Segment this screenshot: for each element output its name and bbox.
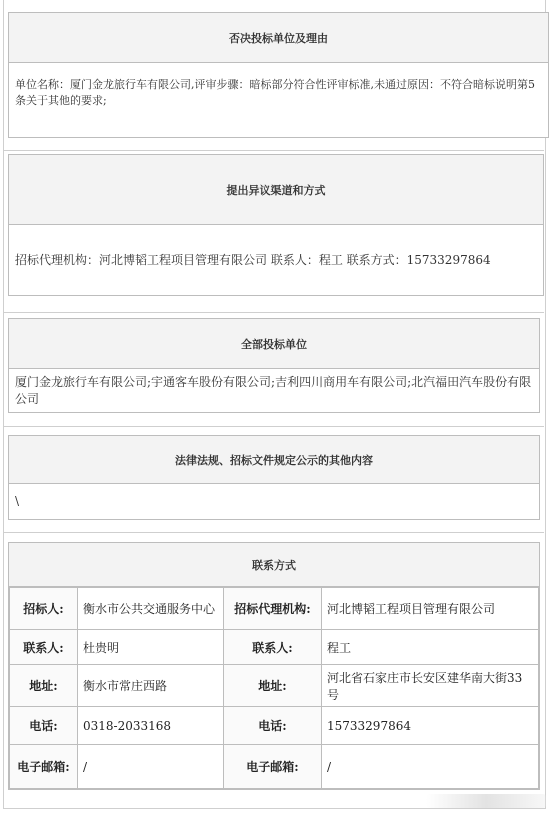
divider	[3, 312, 544, 313]
objection-title: 提出异议渠道和方式	[9, 155, 543, 225]
contact-person-value: 杜贵明	[78, 630, 224, 665]
agency-contact-value: 程工	[322, 630, 539, 665]
reject-section	[8, 12, 549, 138]
other-title: 法律法规、招标文件规定公示的其他内容	[9, 436, 539, 484]
table-row	[10, 745, 539, 789]
contact-table	[9, 587, 539, 789]
contact-person-label: 联系人:	[10, 630, 78, 665]
agency-contact-label: 联系人:	[224, 630, 322, 665]
agency-email-value: /	[322, 745, 539, 789]
other-section	[8, 435, 540, 520]
objection-body: 招标代理机构：河北博韬工程项目管理有限公司 联系人：程工 联系方式：15733297864	[15, 253, 491, 267]
address-label: 地址:	[10, 665, 78, 707]
table-row	[10, 665, 539, 707]
phone-value: 0318-2033168	[78, 707, 224, 745]
agency-phone-label: 电话:	[224, 707, 322, 745]
address-value: 衡水市常庄西路	[78, 665, 224, 707]
reject-title: 否决投标单位及理由	[9, 13, 548, 63]
reject-body: 单位名称：厦门金龙旅行车有限公司,评审步骤：暗标部分符合性评审标准,未通过原因：不符合暗标说明第5条关于其他的要求;	[15, 78, 535, 107]
phone-label: 电话:	[10, 707, 78, 745]
tenderer-label: 招标人:	[10, 588, 78, 630]
objection-section	[8, 154, 544, 296]
email-label: 电子邮箱:	[10, 745, 78, 789]
email-value: /	[78, 745, 224, 789]
divider	[3, 532, 544, 533]
watermark	[426, 794, 546, 808]
divider	[3, 150, 544, 151]
agency-label: 招标代理机构:	[224, 588, 322, 630]
table-row	[10, 630, 539, 665]
bidders-section	[8, 318, 540, 413]
bidders-body: 厦门金龙旅行车有限公司;宇通客车股份有限公司;吉利四川商用车有限公司;北汽福田汽车股份有限公司	[15, 375, 532, 406]
table-row	[10, 588, 539, 630]
agency-phone-value: 15733297864	[322, 707, 539, 745]
tenderer-value: 衡水市公共交通服务中心	[78, 588, 224, 630]
agency-email-label: 电子邮箱:	[224, 745, 322, 789]
agency-value: 河北博韬工程项目管理有限公司	[322, 588, 539, 630]
bidders-title: 全部投标单位	[9, 319, 539, 369]
divider	[3, 426, 544, 427]
table-row	[10, 707, 539, 745]
other-body: \	[15, 494, 20, 508]
agency-address-value: 河北省石家庄市长安区建华南大街33号	[322, 665, 539, 707]
contact-section	[8, 542, 540, 790]
agency-address-label: 地址:	[224, 665, 322, 707]
contact-title: 联系方式	[9, 543, 539, 587]
